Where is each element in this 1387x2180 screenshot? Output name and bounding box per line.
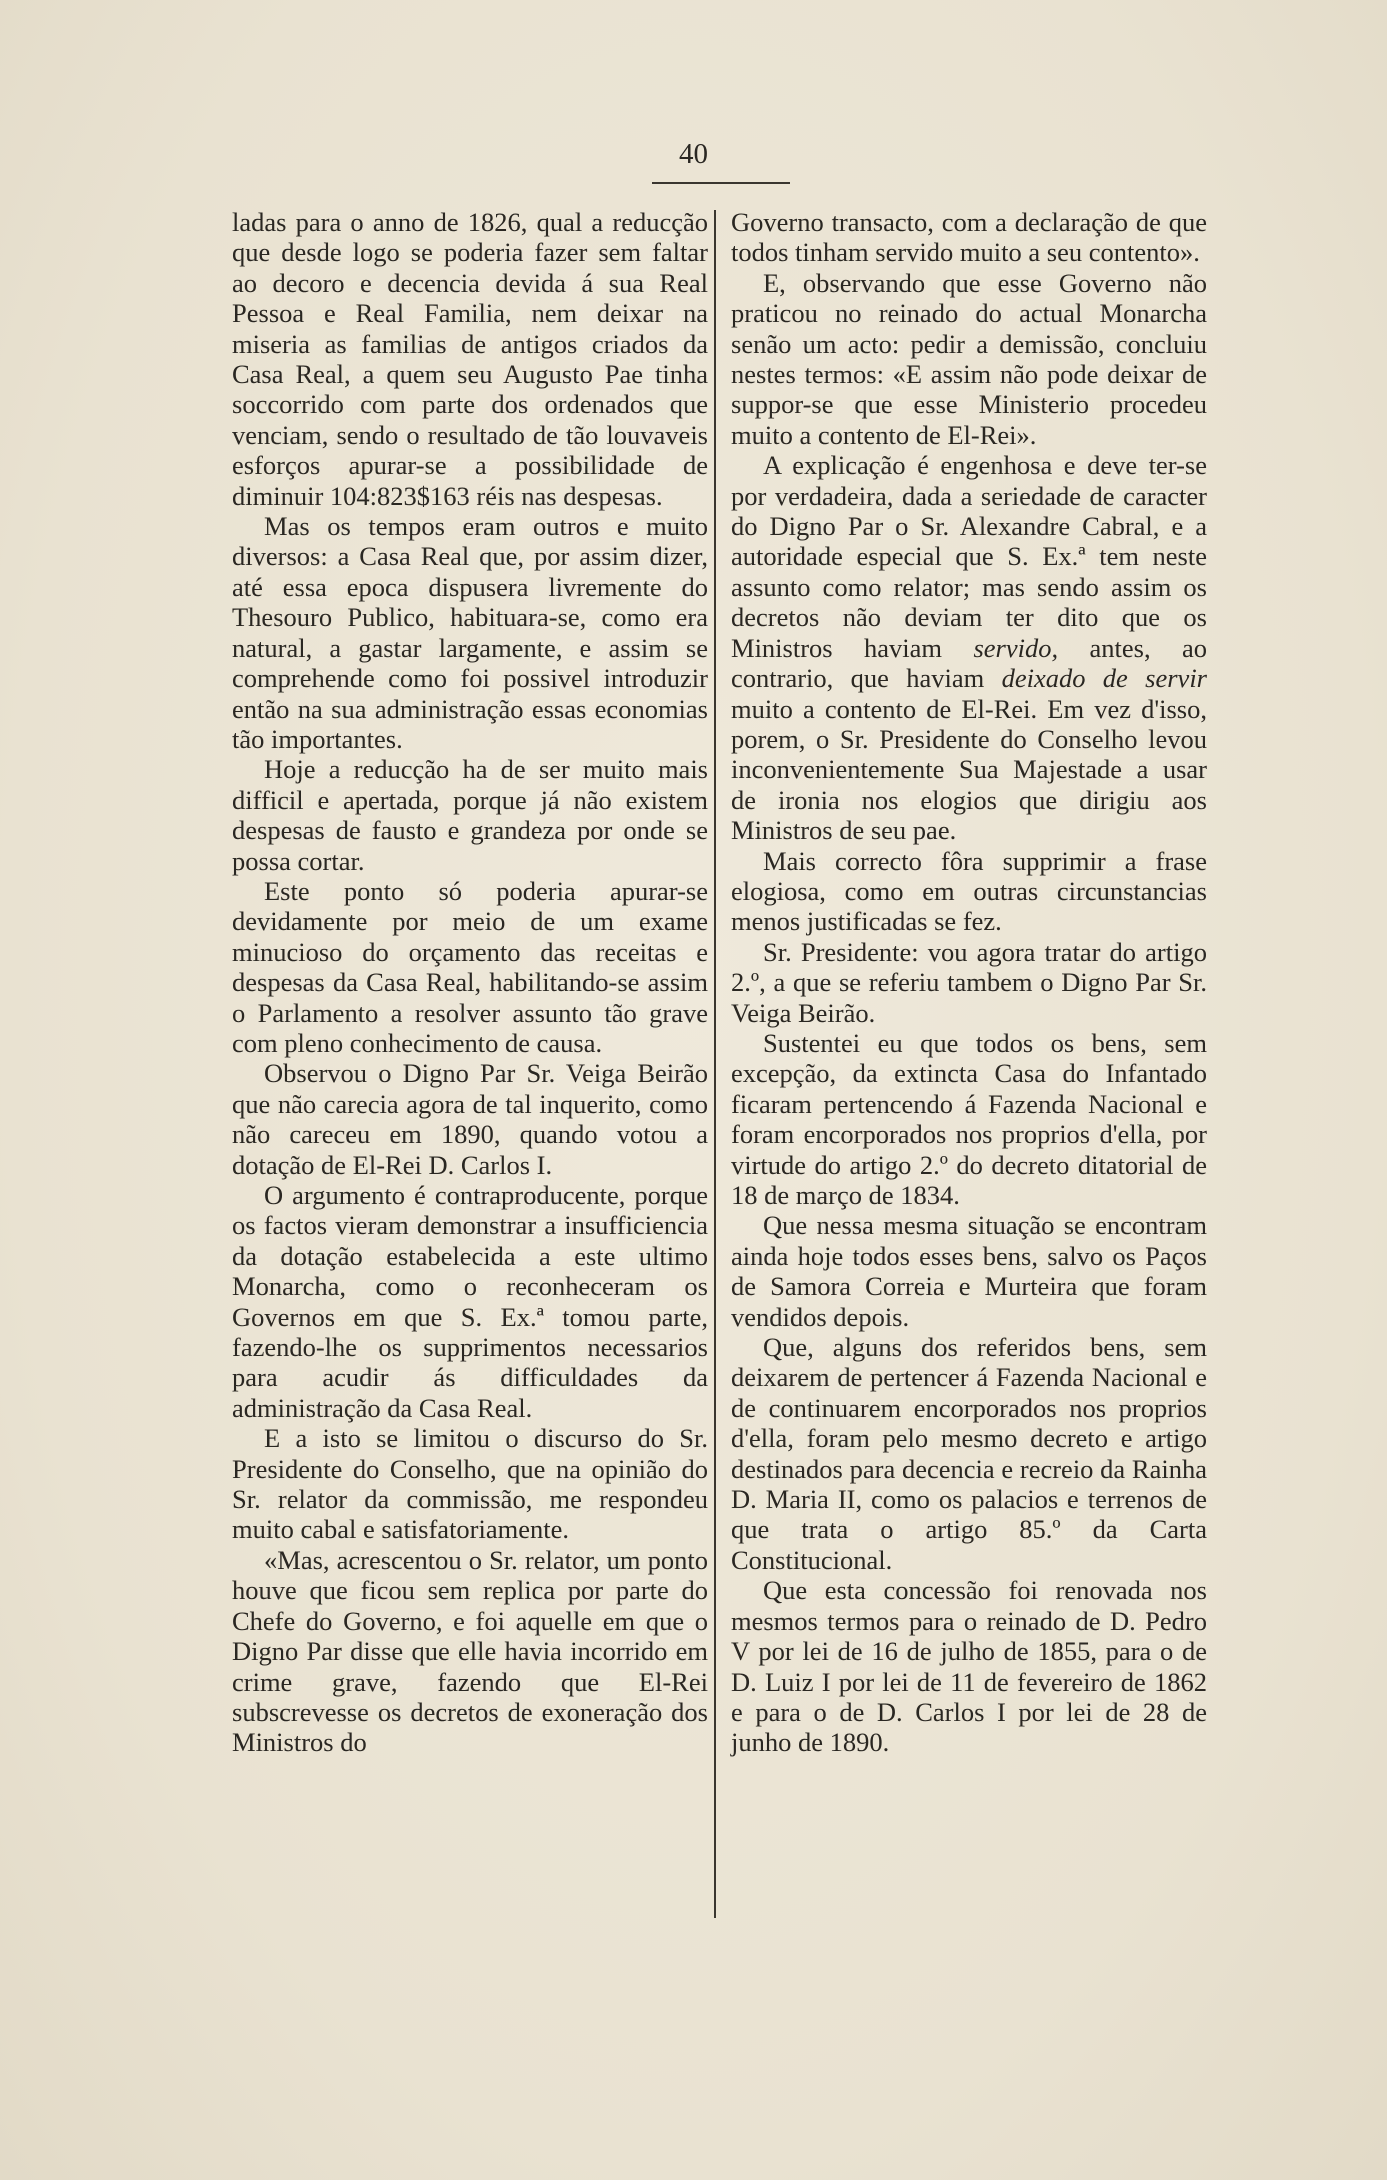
right-column [731,207,1207,1758]
header-rule [652,182,790,184]
paragraph: Que nessa mesma situação se encontram ainda hoje todos esses bens, salvo os Paços de Samora Correia e Murteira que foram vendidos depois. [731,1210,1207,1332]
paragraph: E a isto se limitou o discurso do Sr. Presidente do Conselho, que na opinião do Sr. relator da commissão, me respondeu muito cabal e satisfatoriamente. [232,1423,708,1545]
paragraph: Mas os tempos eram outros e muito diversos: a Casa Real que, por assim dizer, até essa epoca dispusera livremente do Thesouro Publico, habituara-se, como era natural, a gastar largamente, e assim se comprehende como foi possivel introduzir então na sua administração essas economias tão importantes. [232,511,708,754]
paragraph: E, observando que esse Governo não praticou no reinado do actual Monarcha senão um acto: pedir a demissão, concluiu nestes termos: «E assim não pode deixar de suppor-se que esse Ministerio procedeu muito a contento de El-Rei». [731,267,1207,450]
text-run: antes, ao contrario, que haviam [731,632,1207,694]
paragraph: Observou o Digno Par Sr. Veiga Beirão que não carecia agora de tal inquerito, como não careceu em 1890, quando votou a dotação de El-Rei D. Carlos I. [232,1058,708,1180]
paragraph: Governo transacto, com a declaração de que todos tinham servido muito a seu contento». [731,207,1207,268]
left-column [232,207,708,1758]
text-run: A explicação é engenhosa e deve ter-se por verdadeira, dada a seriedade de caracter do Digno Par o Sr. Alexandre Cabral, e a autoridade especial que S. Ex.ª tem neste assunto como relator; mas sendo assim os decretos não deviam ter dito que os Ministros haviam [731,450,1207,663]
paragraph: «Mas, acrescentou o Sr. relator, um ponto houve que ficou sem replica por parte do Chefe do Governo, e foi aquelle em que o Digno Par disse que elle havia incorrido em crime grave, fazendo que El-Rei subscrevesse os decretos de exoneração dos Ministros do [232,1544,708,1758]
column-divider [714,210,716,1918]
paragraph: Hoje a reducção ha de ser muito mais difficil e apertada, porque já não existem despesas de fausto e grandeza por onde se possa cortar. [232,754,708,876]
paragraph [731,450,1207,845]
page-number: 40 [679,138,708,170]
paragraph: Que esta concessão foi renovada nos mesmos termos para o reinado de D. Pedro V por lei de 16 de julho de 1855, para o de D. Luiz I por lei de 11 de fevereiro de 1862 e para o de D. Carlos I por lei de 28 de junho de 1890. [731,1575,1207,1758]
paragraph: Sr. Presidente: vou agora tratar do artigo 2.º, a que se referiu tambem o Digno Par Sr. Veiga Beirão. [731,936,1207,1028]
paragraph: Que, alguns dos referidos bens, sem deixarem de pertencer á Fazenda Nacional e de continuarem encorporados nos proprios d'ella, foram pelo mesmo decreto e artigo destinados para decencia e recreio da Rainha D. Maria II, como os palacios e terrenos de que trata o artigo 85.º da Carta Constitucional. [731,1332,1207,1575]
paragraph: O argumento é contraproducente, porque os factos vieram demonstrar a insufficiencia da dotação estabelecida a este ultimo Monarcha, como o reconheceram os Governos em que S. Ex.ª tomou parte, fazendo-lhe os supprimentos necessarios para acudir ás difficuldades da administração da Casa Real. [232,1180,708,1423]
paragraph: Este ponto só poderia apurar-se devidamente por meio de um exame minucioso do orçamento das receitas e despesas da Casa Real, habilitando-se assim o Parlamento a resolver assunto tão grave com pleno conhecimento de causa. [232,875,708,1058]
text-run: muito a contento de El-Rei. Em vez d'isso, porem, o Sr. Presidente do Conselho levou inconvenientemente Sua Majestade a usar de ironia nos elogios que dirigiu aos Ministros de seu pae. [731,693,1207,846]
paragraph: ladas para o anno de 1826, qual a reducção que desde logo se poderia fazer sem faltar ao decoro e decencia devida á sua Real Pessoa e Real Familia, nem deixar na miseria as familias de antigos criados da Casa Real, a quem seu Augusto Pae tinha soccorrido com parte dos ordenados que venciam, sendo o resultado de tão louvaveis esforços apurar-se a possibilidade de diminuir 104:823$163 réis nas despesas. [232,207,708,511]
italic-text: deixado de servir [1001,663,1207,694]
italic-text: servido, [973,632,1059,663]
paragraph: Sustentei eu que todos os bens, sem excepção, da extincta Casa do Infantado ficaram pertencendo á Fazenda Nacional e foram encorporados nos proprios d'ella, por virtude do artigo 2.º do decreto ditatorial de 18 de março de 1834. [731,1027,1207,1210]
paragraph: Mais correcto fôra supprimir a frase elogiosa, como em outras circunstancias menos justificadas se fez. [731,845,1207,937]
